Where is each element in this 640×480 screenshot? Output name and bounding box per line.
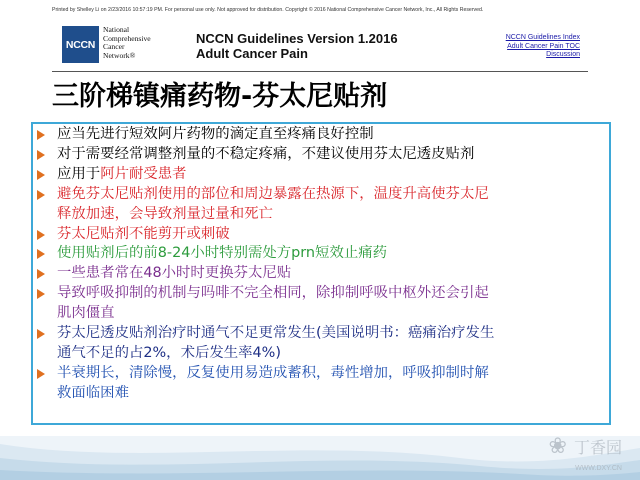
bullet-item — [37, 125, 605, 145]
guideline-version: NCCN Guidelines Version 1.2016 — [196, 31, 398, 46]
bullet-text-continued: 释放加速，会导致剂量过量和死亡 — [57, 205, 273, 222]
bullet-text-continued: 通气不足的占2%，术后发生率4%) — [57, 344, 281, 361]
arrow-bullet-icon — [37, 190, 45, 200]
slide-title: 三阶梯镇痛药物-芬太尼贴剂 — [52, 81, 388, 112]
arrow-bullet-icon — [37, 329, 45, 339]
bullet-text-continued: 肌肉僵直 — [57, 305, 115, 322]
bullet-item — [37, 284, 605, 324]
logo-text — [103, 26, 151, 60]
guideline-header — [196, 31, 398, 61]
bullet-highlight: 阿片耐受患者 — [100, 165, 187, 182]
arrow-bullet-icon — [37, 269, 45, 279]
bullet-text: 芬太尼透皮贴剂治疗时通气不足更常发生(美国说明书：癌痛治疗发生 — [57, 325, 495, 342]
bullet-item — [37, 244, 605, 264]
dxy-logo-icon: ❀ — [548, 434, 567, 459]
bullet-text: 一些患者常在48小时时更换芬太尼贴 — [57, 265, 292, 282]
bullet-list — [33, 124, 609, 404]
bullet-text: 对于需要经常调整剂量的不稳定疼痛，不建议使用芬太尼透皮贴剂 — [57, 145, 475, 162]
bullet-text: 使用贴剂后的前8-24小时特别需处方prn短效止痛药 — [57, 245, 388, 262]
bullet-text: 应当先进行短效阿片药物的滴定直至疼痛良好控制 — [57, 126, 374, 142]
bullet-item — [37, 364, 605, 404]
bullet-text: 避免芬太尼贴剂使用的部位和周边暴露在热源下，温度升高使芬太尼 — [57, 185, 489, 202]
link-discussion[interactable]: Discussion — [546, 51, 580, 59]
watermark — [492, 434, 622, 478]
arrow-bullet-icon — [37, 249, 45, 259]
bullet-item — [37, 225, 605, 245]
nccn-logo — [62, 26, 178, 66]
arrow-bullet-icon — [37, 150, 45, 160]
logo-line: Cancer — [103, 42, 125, 52]
bullet-text: 导致呼吸抑制的机制与吗啡不完全相同，除抑制呼吸中枢外还会引起 — [57, 285, 489, 302]
bullet-text: 应用于 — [57, 165, 101, 182]
bullet-item — [37, 264, 605, 284]
link-guidelines-index[interactable]: NCCN Guidelines Index — [505, 34, 580, 41]
bullet-text-continued: 救面临困难 — [57, 384, 129, 401]
bullet-item — [37, 324, 605, 364]
arrow-bullet-icon — [37, 289, 45, 299]
link-toc[interactable]: Adult Cancer Pain TOC — [507, 42, 580, 50]
logo-line: Network® — [103, 50, 136, 60]
logo-line: National — [103, 25, 130, 34]
arrow-bullet-icon — [37, 369, 45, 379]
arrow-bullet-icon — [37, 170, 45, 180]
bullet-text: 半衰期长，清除慢，反复使用易造成蓄积，毒性增加，呼吸抑制时解 — [57, 364, 489, 381]
watermark-name: 丁香园 — [573, 438, 622, 457]
bullet-text: 芬太尼贴剂不能剪开或刺破 — [57, 225, 230, 242]
guideline-links — [506, 34, 580, 60]
content-box — [31, 122, 611, 425]
guideline-topic: Adult Cancer Pain — [196, 46, 308, 61]
bullet-item — [37, 185, 605, 225]
logo-line: Comprehensive — [103, 33, 151, 43]
arrow-bullet-icon — [37, 230, 45, 240]
arrow-bullet-icon — [37, 130, 45, 140]
bullet-item — [37, 165, 605, 185]
logo-abbreviation: NCCN — [62, 26, 99, 63]
printed-notice: Printed by Shelley Li on 2/23/2016 10:57:19 PM. For personal use only. Not approved for distribution. Copyright © 2016 National Comprehensive Cancer Network, Inc., All Rights Reserved. — [52, 7, 484, 13]
bullet-item — [37, 145, 605, 165]
watermark-url: WWW.DXY.CN — [575, 465, 622, 472]
header-divider — [52, 71, 588, 72]
